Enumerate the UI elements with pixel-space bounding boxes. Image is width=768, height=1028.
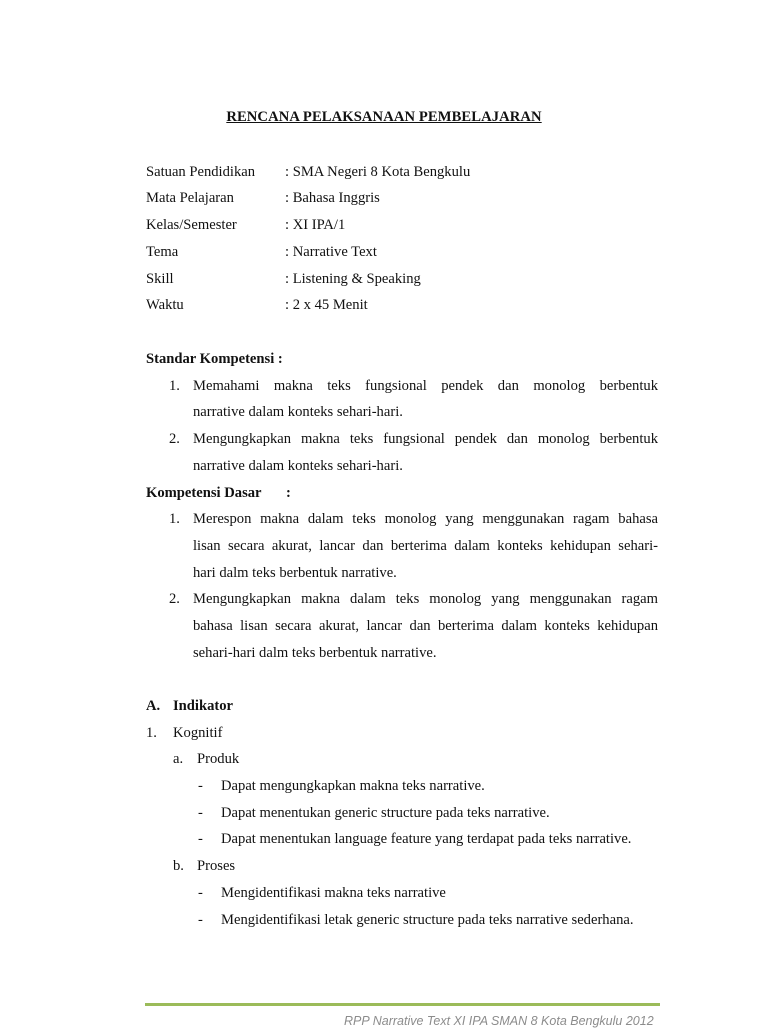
produk-label: Produk [197,751,240,767]
list-number: 1. [146,725,157,741]
identity-value: : Listening & Speaking [285,271,421,287]
identity-label: Tema [146,244,179,260]
list-item: Mengidentifikasi makna teks narrative [221,885,446,901]
kompetensi-dasar-heading: Kompetensi Dasar [146,485,262,501]
dash-bullet: - [198,831,203,847]
list-item-line: bahasa lisan secara akurat, lancar dan berterima dalam konteks kehidupan [193,618,658,634]
identity-value: : XI IPA/1 [285,217,346,233]
identity-value: : SMA Negeri 8 Kota Bengkulu [285,164,471,180]
list-item-line: Merespon makna dalam teks monolog yang menggunakan ragam bahasa [193,511,658,527]
dash-bullet: - [198,885,203,901]
identity-label: Mata Pelajaran [146,190,234,206]
identity-value: : Bahasa Inggris [285,190,380,206]
list-item: Dapat mengungkapkan makna teks narrative. [221,778,485,794]
proses-label: Proses [197,858,236,874]
list-item-line: Mengungkapkan makna teks fungsional pendek dan monolog berbentuk [193,431,658,447]
list-item-line: lisan secara akurat, lancar dan berterima dalam konteks kehidupan sehari- [193,538,658,554]
list-item: Dapat menentukan generic structure pada teks narrative. [221,805,550,821]
identity-label: Skill [146,271,174,287]
footer-rule [145,1003,660,1006]
footer-text: RPP Narrative Text XI IPA SMAN 8 Kota Bengkulu 2012 [344,1014,654,1028]
list-item-line: narrative dalam konteks sehari-hari. [193,404,403,420]
identity-label: Waktu [146,297,184,313]
kompetensi-dasar-colon: : [286,485,291,501]
standar-kompetensi-heading: Standar Kompetensi : [146,351,283,367]
kognitif-label: Kognitif [173,725,223,741]
list-item-line: hari dalm teks berbentuk narrative. [193,565,397,581]
identity-value: : Narrative Text [285,244,377,260]
list-item-line: narrative dalam konteks sehari-hari. [193,458,403,474]
identity-label: Kelas/Semester [146,217,237,233]
list-item-line: Mengungkapkan makna dalam teks monolog yang menggunakan ragam [193,591,658,607]
list-item: Mengidentifikasi letak generic structure pada teks narrative sederhana. [221,912,634,928]
indikator-heading: Indikator [173,698,234,714]
list-letter: b. [173,858,184,874]
list-item-line: sehari-hari dalm teks berbentuk narrative. [193,645,437,661]
document-title: RENCANA PELAKSANAAN PEMBELAJARAN [226,109,542,125]
list-letter: a. [173,751,184,767]
list-item-line: Memahami makna teks fungsional pendek dan monolog berbentuk [193,378,658,394]
list-item: Dapat menentukan language feature yang terdapat pada teks narrative. [221,831,632,847]
list-number: 2. [169,431,180,447]
list-number: 1. [169,511,180,527]
dash-bullet: - [198,778,203,794]
dash-bullet: - [198,805,203,821]
identity-label: Satuan Pendidikan [146,164,256,180]
list-number: 2. [169,591,180,607]
dash-bullet: - [198,912,203,928]
indikator-letter: A. [146,698,161,714]
list-number: 1. [169,378,180,394]
identity-value: : 2 x 45 Menit [285,297,368,313]
